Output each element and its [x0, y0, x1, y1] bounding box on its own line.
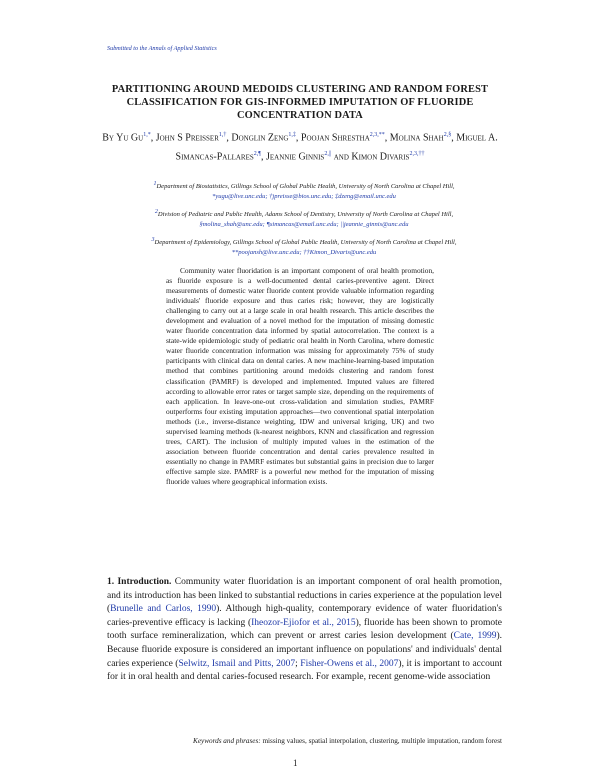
affiliation-marker: 2	[154, 209, 158, 215]
author-marker: 2,3,††	[409, 151, 425, 158]
keywords-footnote	[107, 736, 502, 746]
affiliation-emails[interactable]: §molina_shah@unc.edu; ¶simancas@email.unc.edu; ||jeannie_ginnis@unc.edu	[199, 220, 409, 228]
author-marker: 1,‡	[288, 132, 296, 138]
author-marker: 2,3,**	[369, 132, 385, 138]
author-name: Miguel A. Simancas-Pallares	[175, 132, 498, 163]
by-label: By	[102, 132, 114, 144]
paper-title: PARTITIONING AROUND MEDOIDS CLUSTERING AND RANDOM FOREST CLASSIFICATION FOR GIS-INFORMED IMPUTATION OF FLUORIDE CONCENTRATION DATA	[111, 84, 489, 121]
section-heading: 1. Introduction.	[107, 577, 172, 587]
author-marker: 1,*	[143, 132, 151, 138]
abstract: Community water fluoridation is an important component of oral health promotion, as fluoride exposure is a well-documented dental caries-preventive agent. Direct measurements of domestic water fluoride content provide valuable information regarding individuals' fluoride exposure and thus caries risk; however, they are logistically challenging to carry out at a large scale in oral health research. This article describes the development and evaluation of a novel method for the imputation of missing domestic water fluoride concentration data informed by spatial autocorrelation. The context is a state-wide epidemiologic study of pediatric oral health in North Carolina, where domestic water fluoride concentration information was missing for approximately 75% of study participants with clinical data on dental caries. A new machine-learning-based imputation method that combines partitioning around medoids clustering and random forest classification (PAMRF) is developed and implemented. Imputed values are filtered according to allowable error rates or target sample size, depending on the requirements of each application. In leave-one-out cross-validation and simulation studies, PAMRF outperforms four existing imputation approaches—two conventional spatial interpolation methods (i.e., inverse-distance weighting, IDW and universal kriging, UK) and two supervised learning methods (k-nearest neighbors, KNN and classification and regression trees, CART). The inclusion of multiply imputed values in the estimation of the association between fluoride concentration and dental caries prevalence resulted in essentially no change in PAMRF estimates but substantial gains in precision due to larger effective sample size. PAMRF is a powerful new method for the imputation of missing fluoride values where geographical information exists.	[166, 266, 434, 486]
journal-header-note: Submitted to the Annals of Applied Statistics	[107, 45, 217, 52]
author-name: Molina Shah	[389, 132, 444, 144]
affiliation-marker: 3	[151, 237, 155, 243]
author-marker: 2,¶	[253, 151, 261, 158]
citation-link[interactable]: Fisher-Owens et al., 2007	[300, 658, 399, 669]
author-list: By Yu $Gu^{1,*}$, John S Preisser$^{1,\dagger}$, Donglin Zeng$^{1,\ddagger}$, Poojan Shrestha$^{2,3,**}$, Molina Shah$^{2,\S}$, Miguel A. Simancas-Pallares$^{2,\P}$, Jeannie Ginnis$^{2,||}$ and Kimon Divaris$^{2,3,\dagger\dagger}$	[102, 132, 498, 163]
affiliation-emails[interactable]: **poojansh@live.unc.edu; ††Kimon_Divaris@unc.edu	[231, 248, 377, 256]
affiliation-2	[108, 208, 500, 229]
affiliation-marker: 1	[153, 181, 157, 187]
author-name: Poojan Shrestha	[300, 132, 370, 144]
introduction-paragraph: 1. Introduction. Community water fluoridation is an important component of oral health promotion, and its introduction has been linked to substantial reductions in caries experience at the population level (Brunelle and Carlos, 1990). Although high-quality, contemporary evidence of water fluoridation's caries-preventive efficacy is lacking (Iheozor-Ejiofor et al., 2015), fluoride has been shown to promote tooth surface remineralization, which can prevent or arrest caries lesion development (Cate, 1999). Because fluoride exposure is considered an important influence on populations' and individuals' dental caries experience (Selwitz, Ismail and Pitts, 2007; Fisher-Owens et al., 2007), it is important to account for it in oral health and dental caries-focused research. For example, recent genome-wide association	[107, 577, 502, 683]
author-name: Donglin Zeng	[231, 132, 289, 144]
keywords-text: missing values, spatial interpolation, clustering, multiple imputation, random forest	[260, 737, 502, 745]
citation-link[interactable]: Iheozor-Ejiofor et al., 2015	[251, 617, 356, 628]
author-marker: 2,||	[324, 151, 332, 158]
citation-link[interactable]: Brunelle and Carlos, 1990	[110, 604, 217, 615]
keywords-label: Keywords and phrases:	[193, 737, 261, 745]
affiliation-3	[108, 236, 500, 257]
affiliation-emails[interactable]: *yugu@live.unc.edu; †jpreisse@bios.unc.edu; ‡dzeng@email.unc.edu	[212, 192, 396, 200]
citation-link[interactable]: Selwitz, Ismail and Pitts, 2007	[178, 658, 296, 669]
page-number: 1	[293, 758, 298, 768]
author-marker: 2,§	[443, 132, 452, 138]
author-marker: 1,†	[218, 132, 227, 138]
author-name: Jeannie Ginnis	[266, 151, 325, 163]
author-name: Yu Gu	[116, 132, 144, 144]
affiliation-text: Division of Pediatric and Public Health, Adams School of Dentistry, University of North Carolina at Chapel Hill,	[157, 211, 454, 219]
author-name: John S Preisser	[155, 132, 219, 144]
affiliation-text: Department of Biostatistics, Gillings School of Global Public Health, University of North Carolina at Chapel Hill,	[156, 183, 455, 191]
affiliation-text: Department of Epidemiology, Gillings School of Global Public Health, University of North Carolina at Chapel Hill,	[154, 239, 457, 247]
affiliation-1	[108, 180, 500, 201]
author-name: Kimon Divaris	[351, 151, 410, 163]
citation-link[interactable]: Cate, 1999	[453, 631, 497, 642]
